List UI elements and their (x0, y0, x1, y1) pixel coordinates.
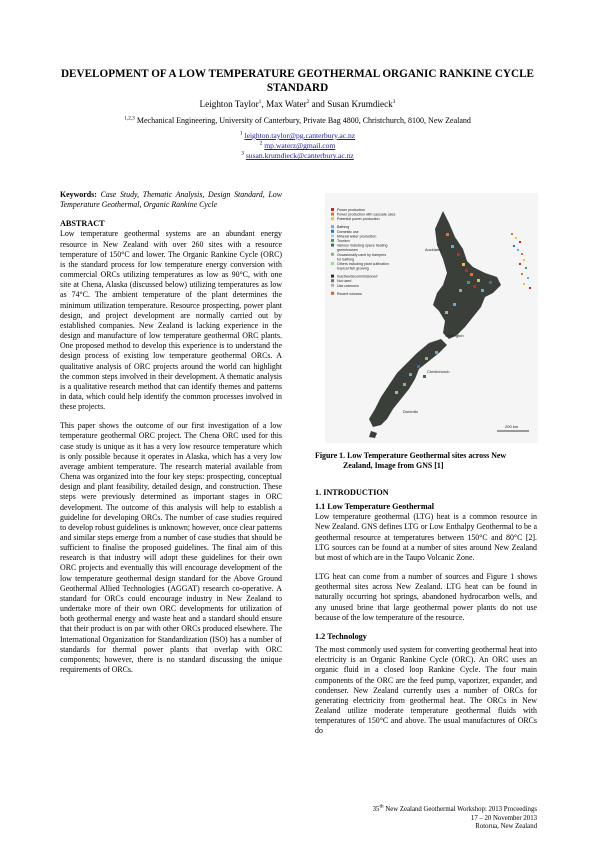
email-link[interactable]: mp.waterz@gmail.com (264, 141, 336, 151)
legend-label: Others including plant cultivation (337, 262, 389, 266)
paper-title: DEVELOPMENT OF A LOW TEMPERATURE GEOTHERMAL ORGANIC RANKINE CYCLE STANDARD (60, 68, 535, 94)
author-superscript: 1 (258, 98, 262, 105)
legend-label: Not used (337, 279, 352, 284)
legend-swatch (331, 208, 334, 211)
abstract-paragraph: This paper shows the outcome of our first investigation of a low temperature geothermal ORC project. The Chena ORC used for this case study is unique as it has a very low resource temperature which is only possible because it operates in Alaska, which has a very low average ambient temperature. The research material available from Chena was organized into the four key steps: prospecting, conceptual design and plant feasibility, detailed design, and construction. These steps were previously determined as important stages in ORC development. The outcome of this analysis will help to establish a guideline for developing ORCs. The number of case studies required to develop robust guidelines is unknown; however, once clear patterns and similar steps emerge from a number of case studies that should be sufficient to finalise the proposed guidelines. The final aim of this research is that industry will adopt these guidelines for their own ORC projects and eventually this will encourage development of the low temperature geothermal design standard for the Above Ground Geothermal Allied Technologies (AGGAT) research co-operative. A standard for ORCs could encourage industry in New Zealand to undertake more of their own ORC developments for utilization of both geothermal energy and waste heat and a standard should ensure that their product is on par with other ORCs produced elsewhere. The International Organization for Standardization (ISO) has a number of standards for thermal power plants that overlap with ORC components; however, there is no standard discussing the unique requirements of ORCs. (60, 421, 282, 675)
legend-swatch (331, 275, 334, 278)
footer-line: 17 – 20 November 2013 (470, 814, 537, 822)
body-paragraph: Low temperature geothermal (LTG) heat is a common resource in New Zealand. GNS defines LTG or Low Enthalpy Geothermal to be a geothermal resource at temperatures between 150°C and 80°C [2]. LTG sources can be found at a number of sites around New Zealand but most of which are in the Taupo Volcanic Zone. (315, 512, 537, 562)
keywords (60, 190, 282, 210)
legend-label: Occasionally used by trampers (337, 252, 387, 257)
legend-swatch (331, 284, 334, 287)
body-paragraph: The most commonly used system for converting geothermal heat into electricity is an Organic Rankine Cycle (ORC). An ORC uses an organic fluid in a closed loop Rankine Cycle. The four main components of the ORC are the feed pump, vaporizer, expander, and condenser. New Zealand currently uses a number of ORCs for generating electricity from geothermal heat. The ORCs in New Zealand utilize moderate temperature geothermal fluids with temperatures of 150°C and above. The usual manufactures of ORCs do (315, 645, 537, 736)
footer-superscript: th (379, 803, 384, 810)
affiliation-text: Mechanical Engineering, University of Canterbury, Private Bag 4800, Christchurch, 8100, New Zealand (134, 116, 471, 125)
legend-label: Domestic use (337, 229, 359, 234)
legend-label: Mineral water production (337, 234, 377, 239)
legend-swatch (331, 292, 334, 295)
legend-swatch (331, 262, 334, 265)
email-link[interactable]: susan.krumdieck@canterbury.ac.nz (245, 151, 354, 161)
email-superscript: 1 (239, 130, 243, 137)
author-name: Max Water (265, 99, 307, 109)
author-name: Leighton Taylor (199, 99, 259, 109)
city-label: Dunedin (403, 409, 418, 414)
legend-label: Power production (337, 208, 365, 212)
author-list (40, 99, 555, 109)
caption-line: Figure 1. Low Temperature Geothermal sites across New (315, 451, 507, 460)
nz-map-image (325, 193, 538, 443)
abstract-heading: ABSTRACT (60, 219, 105, 229)
figure-caption (315, 451, 537, 471)
keywords-label: Keywords: (60, 190, 97, 199)
subsection-heading: 1.1 Low Temperature Geothermal (315, 502, 435, 512)
legend-label: Bathing (337, 225, 350, 230)
city-label: Christchurch (427, 369, 450, 374)
body-paragraph: LTG heat can come from a number of sources and Figure 1 shows geothermal sites across New Zealand. LTG heat can be found in naturally occurring hot springs, abandoned hydrocarbon wells, and any unused brine that large geothermal power plants do not use because of the low temperature of the resource. (315, 572, 537, 622)
subsection-heading: 1.2 Technology (315, 631, 367, 641)
footer-line: Rotorua, New Zealand (475, 823, 537, 831)
abstract-paragraph: Low temperature geothermal systems are an abundant energy resource in New Zealand with over 260 sites with a resource temperature of 150°C and lower. The Organic Rankine Cycle (ORC) is the standard process for low temperature energy conversion with commercial ORCs utilizing temperatures as low as 90°C, with one site at Chena, Alaska (discussed below) utilizing temperatures as low as 74°C. The ambient temperature of the plant determines the minimum utilization temperature. Resource prospecting, power plant design, and project development are normally carried out by established companies. New Zealand is lacking experience in the design and manufacture of low temperature geothermal ORC plants. One proposed method to develop this experience is to understand the design process of existing low temperature geothermal ORCs. A qualitative analysis of ORC projects around the world can highlight the common steps involved in their development. A thematic analysis is a qualitative research method that can identify themes and patterns in data, which could help identify the common processes involved in these projects. (60, 229, 282, 412)
legend-label: Inactive/decommissioned (337, 274, 378, 279)
legend-swatch (331, 239, 334, 242)
legend-label: greenhouses (337, 248, 358, 253)
scale-label: 200 km (505, 424, 519, 429)
city-label: Wellington (445, 333, 464, 338)
legend-swatch (331, 225, 334, 228)
legend-swatch (331, 234, 334, 237)
city-label: Auckland (425, 247, 442, 252)
legend-label: Recent volcano (337, 291, 362, 296)
legend-label: for bathing (337, 257, 354, 262)
footer-number: 35 (372, 806, 380, 813)
legend-label: Various including space heating (337, 243, 388, 248)
legend-swatch (331, 244, 334, 247)
author-superscript: 2 (306, 98, 310, 105)
caption-line: Zealand, Image from GNS [1] (343, 461, 444, 470)
legend-label: Power production with cascade uses (337, 212, 396, 217)
legend-label: Use unknown (337, 283, 359, 288)
figure-map (325, 193, 538, 443)
legend-label: Tourism (337, 239, 350, 243)
email-superscript: 2 (259, 140, 263, 147)
affiliation-superscript: 1,2,3 (124, 115, 135, 122)
right-column (315, 488, 537, 736)
author-superscript: 3 (392, 98, 396, 105)
author-name: Susan Krumdieck (327, 99, 393, 109)
legend-label: tropical fish growing (337, 266, 369, 271)
author-separator: , (261, 99, 266, 109)
legend-swatch (331, 213, 334, 216)
legend-label: Potential power production (337, 217, 380, 222)
affiliation (40, 116, 555, 125)
email-superscript: 3 (241, 150, 244, 157)
email-link[interactable]: leighton.taylor@pg.canterbury.ac.nz (244, 131, 356, 140)
keywords-text: Case Study, Thematic Analysis, Design Standard, Low Temperature Geothermal, Organic Rankine Cycle (60, 190, 282, 210)
legend-swatch (331, 279, 334, 282)
author-separator: and (309, 99, 328, 109)
legend-swatch (331, 217, 334, 220)
left-column (60, 190, 282, 675)
footer-line: New Zealand Geothermal Workshop: 2013 Proceedings (383, 806, 537, 813)
legend-swatch (331, 230, 334, 233)
section-heading: 1. INTRODUCTION (315, 488, 389, 497)
email-list (40, 131, 555, 162)
page-footer (372, 803, 537, 832)
legend-swatch (331, 253, 334, 256)
